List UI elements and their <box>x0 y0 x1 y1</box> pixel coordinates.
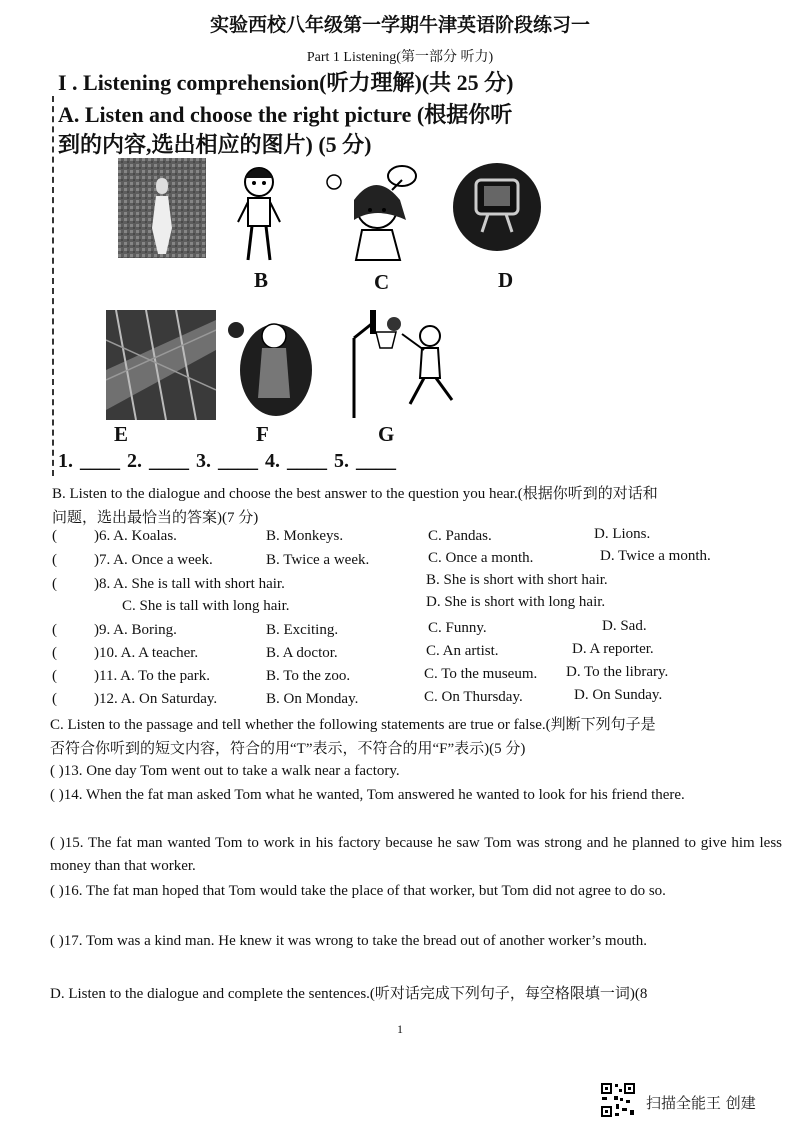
question-7-option-a: )7. A. Once a week. <box>94 552 213 568</box>
question-6-option-c: C. Pandas. <box>428 528 492 544</box>
picture-c-girl <box>322 160 428 268</box>
question-8-option-b: B. She is short with short hair. <box>426 572 608 588</box>
statement-15: ( )15. The fat man wanted Tom to work in his factory because he saw Tom was strong and he planned to give him less money than that worker. <box>50 835 782 874</box>
question-7-option-b: B. Twice a week. <box>266 552 370 568</box>
question-6-option-b: B. Monkeys. <box>266 528 344 544</box>
section-c-intro: C. Listen to the passage and tell whether the following statements are true or false.(判断下列句子是 <box>50 717 656 733</box>
question-9-option-c: C. Funny. <box>428 620 487 636</box>
answer-blanks: 1. ____ 2. ____ 3. ____ 4. ____ 5. ____ <box>58 450 396 472</box>
section-a-heading: A. Listen and choose the right picture (根据你听 <box>58 102 513 127</box>
question-8-option-a: )8. A. She is tall with short hair. <box>94 576 285 592</box>
answer-paren: ( <box>52 576 57 592</box>
picture-label-d: D <box>498 268 514 292</box>
answer-paren: ( <box>52 552 57 568</box>
picture-f-girl <box>226 318 314 418</box>
answer-paren: ( <box>52 691 57 707</box>
question-9-option-a: )9. A. Boring. <box>94 622 177 638</box>
statement-14: ( )14. When the fat man asked Tom what he wanted, Tom answered he wanted to look for his friend there. <box>50 787 685 803</box>
question-11-option-c: C. To the museum. <box>424 666 538 682</box>
qr-code-icon <box>600 1082 636 1118</box>
statement-16: ( )16. The fat man hoped that Tom would take the place of that worker, but Tom did not agree to do so. <box>50 883 666 899</box>
page-number: 1 <box>397 1022 403 1036</box>
section-heading: I . Listening comprehension(听力理解)(共 25 分) <box>58 70 514 95</box>
answer-paren: ( <box>52 645 57 661</box>
question-10-option-c: C. An artist. <box>426 643 499 659</box>
question-7-option-c: C. Once a month. <box>428 550 534 566</box>
picture-label-f: F <box>256 422 269 446</box>
part-subtitle: Part 1 Listening(第一部分 听力) <box>306 50 494 65</box>
section-b-intro: B. Listen to the dialogue and choose the best answer to the question you hear.(根据你听到的对话和 <box>52 486 658 502</box>
question-10-option-a: )10. A. A teacher. <box>94 645 199 661</box>
question-11-option-d: D. To the library. <box>566 664 669 680</box>
answer-paren: ( <box>52 622 57 638</box>
picture-b-boy <box>234 160 284 268</box>
section-c-intro-cont: 否符合你听到的短文内容，符合的用“T”表示，不符合的用“F”表示)(5 分) <box>50 741 526 757</box>
question-12-option-a: )12. A. On Saturday. <box>94 691 218 707</box>
question-11-option-b: B. To the zoo. <box>266 668 351 684</box>
answer-paren: ( <box>52 668 57 684</box>
section-a-heading-cont: 到的内容,选出相应的图片) (5 分) <box>58 132 372 157</box>
section-d-intro: D. Listen to the dialogue and complete the sentences.(听对话完成下列句子，每空格限填一词)(8 <box>50 986 648 1002</box>
picture-label-b: B <box>254 268 269 292</box>
statement-17: ( )17. Tom was a kind man. He knew it was wrong to take the bread out of another worker’s mouth. <box>50 933 648 949</box>
question-11-option-a: )11. A. To the park. <box>94 668 211 684</box>
question-8-option-c: C. She is tall with long hair. <box>122 598 290 614</box>
question-9-option-d: D. Sad. <box>602 618 647 634</box>
margin-dashed-line <box>52 96 54 476</box>
statement-13: ( )13. One day Tom went out to take a walk near a factory. <box>50 763 400 779</box>
answer-paren: ( <box>52 528 57 544</box>
picture-d-tv <box>452 162 542 252</box>
scanner-watermark: 扫描全能王 创建 <box>646 1094 756 1112</box>
picture-label-c: C <box>374 270 390 294</box>
question-12-option-d: D. On Sunday. <box>574 687 663 703</box>
question-10-option-b: B. A doctor. <box>266 645 338 661</box>
picture-label-e: E <box>114 422 129 446</box>
question-9-option-b: B. Exciting. <box>266 622 339 638</box>
question-12-option-b: B. On Monday. <box>266 691 359 707</box>
picture-g-basketball <box>344 308 462 418</box>
section-b-intro-cont: 问题，选出最恰当的答案)(7 分) <box>52 510 259 526</box>
page-title: 实验西校八年级第一学期牛津英语阶段练习一 <box>209 15 590 36</box>
question-6-option-a: )6. A. Koalas. <box>94 528 177 544</box>
picture-a-photo <box>118 158 206 258</box>
question-8-option-d: D. She is short with long hair. <box>426 594 606 610</box>
question-6-option-d: D. Lions. <box>594 526 651 542</box>
picture-e-building <box>106 310 216 420</box>
question-12-option-c: C. On Thursday. <box>424 689 523 705</box>
picture-label-g: G <box>378 422 395 446</box>
question-7-option-d: D. Twice a month. <box>600 548 711 564</box>
question-10-option-d: D. A reporter. <box>572 641 654 657</box>
